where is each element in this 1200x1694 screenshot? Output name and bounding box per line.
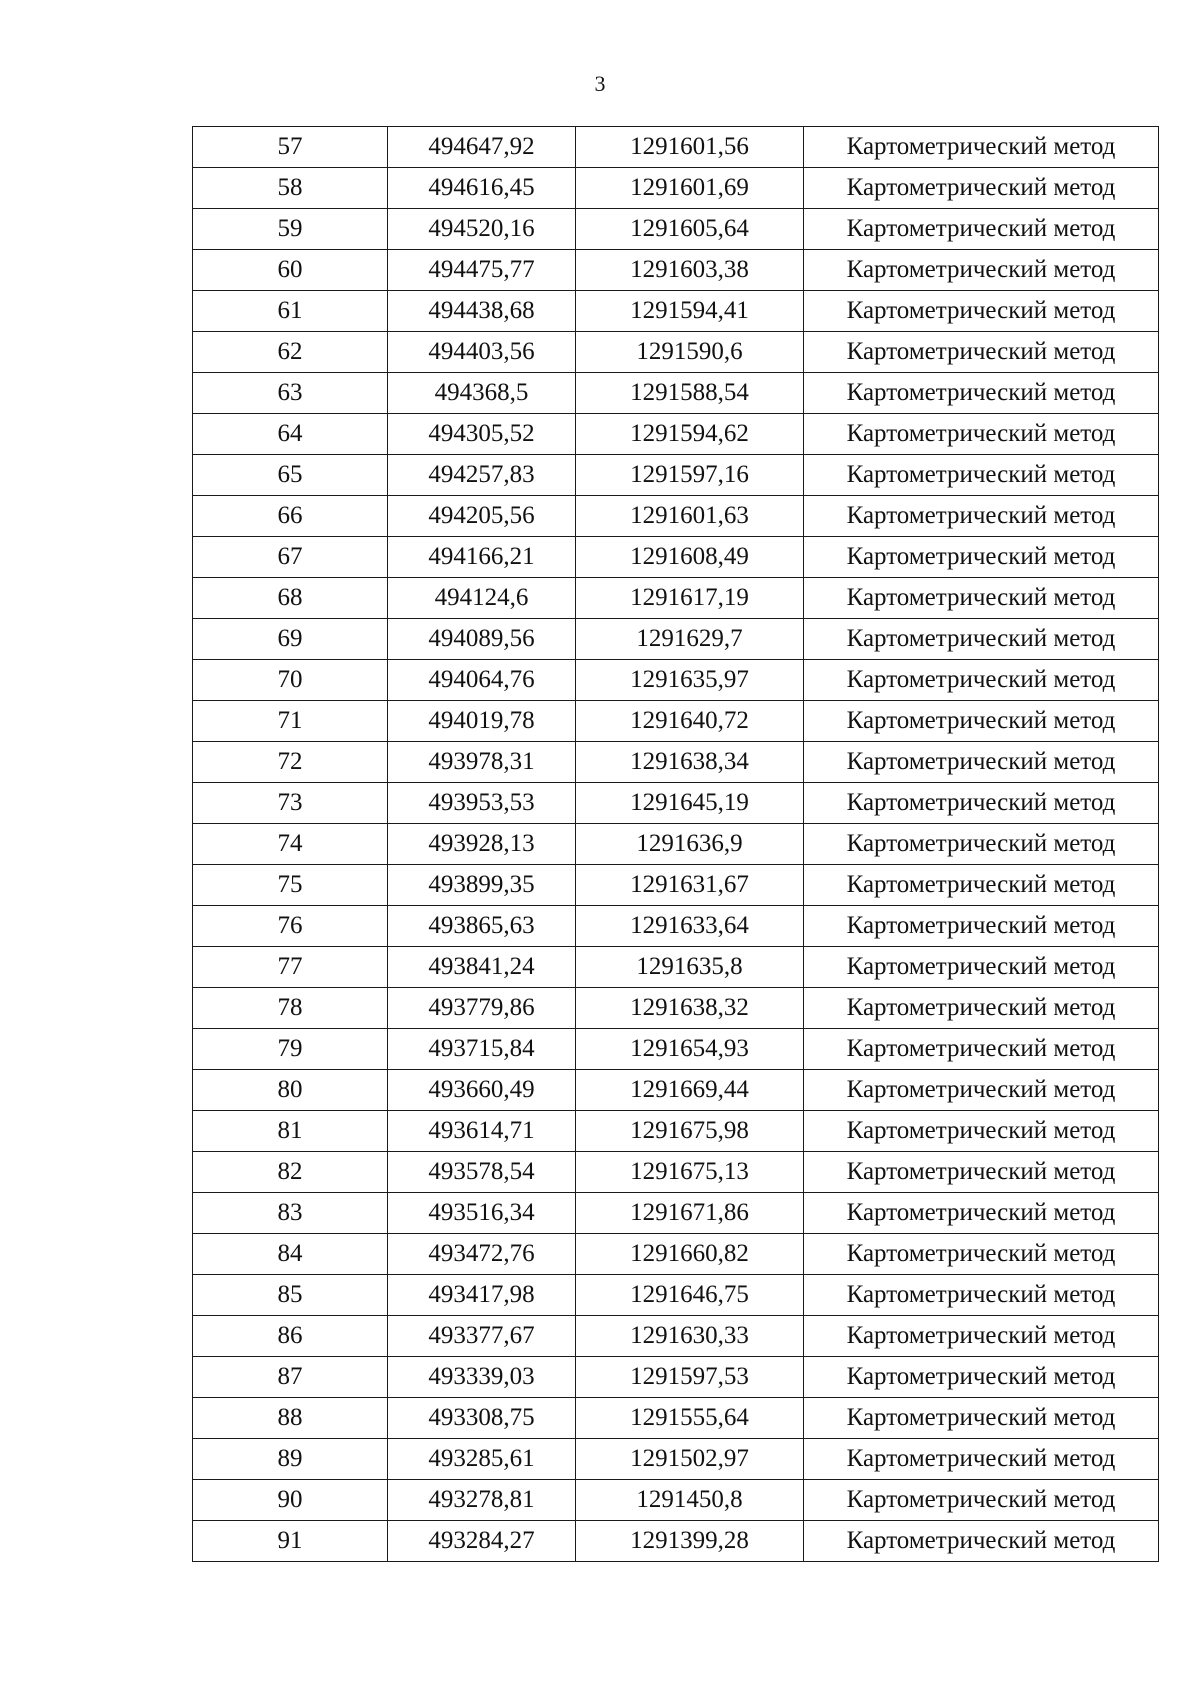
table-row (193, 1234, 1159, 1275)
y-coordinate-cell: 1291597,53 (576, 1357, 804, 1398)
method-cell: Картометрический метод (804, 1316, 1159, 1357)
table-row (193, 1439, 1159, 1480)
point-number-cell: 59 (193, 209, 388, 250)
y-coordinate-cell: 1291640,72 (576, 701, 804, 742)
y-coordinate-cell: 1291675,13 (576, 1152, 804, 1193)
method-cell: Картометрический метод (804, 1029, 1159, 1070)
table-row (193, 1193, 1159, 1234)
point-number-cell: 67 (193, 537, 388, 578)
table-row (193, 291, 1159, 332)
y-coordinate-cell: 1291590,6 (576, 332, 804, 373)
method-cell: Картометрический метод (804, 701, 1159, 742)
method-cell: Картометрический метод (804, 742, 1159, 783)
x-coordinate-cell: 493472,76 (388, 1234, 576, 1275)
table-row (193, 1152, 1159, 1193)
x-coordinate-cell: 493865,63 (388, 906, 576, 947)
point-number-cell: 70 (193, 660, 388, 701)
y-coordinate-cell: 1291636,9 (576, 824, 804, 865)
x-coordinate-cell: 493928,13 (388, 824, 576, 865)
table-row (193, 660, 1159, 701)
method-cell: Картометрический метод (804, 414, 1159, 455)
x-coordinate-cell: 493278,81 (388, 1480, 576, 1521)
x-coordinate-cell: 494520,16 (388, 209, 576, 250)
y-coordinate-cell: 1291638,32 (576, 988, 804, 1029)
y-coordinate-cell: 1291588,54 (576, 373, 804, 414)
method-cell: Картометрический метод (804, 783, 1159, 824)
x-coordinate-cell: 493516,34 (388, 1193, 576, 1234)
y-coordinate-cell: 1291660,82 (576, 1234, 804, 1275)
x-coordinate-cell: 493578,54 (388, 1152, 576, 1193)
table-row (193, 701, 1159, 742)
table-row (193, 1111, 1159, 1152)
y-coordinate-cell: 1291675,98 (576, 1111, 804, 1152)
method-cell: Картометрический метод (804, 947, 1159, 988)
table-row (193, 455, 1159, 496)
method-cell: Картометрический метод (804, 578, 1159, 619)
method-cell: Картометрический метод (804, 865, 1159, 906)
point-number-cell: 71 (193, 701, 388, 742)
y-coordinate-cell: 1291594,41 (576, 291, 804, 332)
y-coordinate-cell: 1291630,33 (576, 1316, 804, 1357)
table-row (193, 250, 1159, 291)
point-number-cell: 73 (193, 783, 388, 824)
y-coordinate-cell: 1291646,75 (576, 1275, 804, 1316)
y-coordinate-cell: 1291603,38 (576, 250, 804, 291)
point-number-cell: 69 (193, 619, 388, 660)
x-coordinate-cell: 494475,77 (388, 250, 576, 291)
x-coordinate-cell: 493715,84 (388, 1029, 576, 1070)
table-row (193, 537, 1159, 578)
method-cell: Картометрический метод (804, 906, 1159, 947)
table-row (193, 209, 1159, 250)
point-number-cell: 62 (193, 332, 388, 373)
table-row (193, 332, 1159, 373)
point-number-cell: 90 (193, 1480, 388, 1521)
table-row (193, 988, 1159, 1029)
y-coordinate-cell: 1291629,7 (576, 619, 804, 660)
method-cell: Картометрический метод (804, 1480, 1159, 1521)
method-cell: Картометрический метод (804, 1439, 1159, 1480)
y-coordinate-cell: 1291633,64 (576, 906, 804, 947)
method-cell: Картометрический метод (804, 1070, 1159, 1111)
x-coordinate-cell: 493308,75 (388, 1398, 576, 1439)
x-coordinate-cell: 494438,68 (388, 291, 576, 332)
point-number-cell: 58 (193, 168, 388, 209)
method-cell: Картометрический метод (804, 537, 1159, 578)
y-coordinate-cell: 1291555,64 (576, 1398, 804, 1439)
x-coordinate-cell: 493953,53 (388, 783, 576, 824)
y-coordinate-cell: 1291617,19 (576, 578, 804, 619)
x-coordinate-cell: 494089,56 (388, 619, 576, 660)
method-cell: Картометрический метод (804, 127, 1159, 168)
y-coordinate-cell: 1291631,67 (576, 865, 804, 906)
y-coordinate-cell: 1291601,63 (576, 496, 804, 537)
x-coordinate-cell: 494368,5 (388, 373, 576, 414)
y-coordinate-cell: 1291597,16 (576, 455, 804, 496)
method-cell: Картометрический метод (804, 455, 1159, 496)
table-row (193, 373, 1159, 414)
method-cell: Картометрический метод (804, 250, 1159, 291)
method-cell: Картометрический метод (804, 1275, 1159, 1316)
point-number-cell: 74 (193, 824, 388, 865)
point-number-cell: 76 (193, 906, 388, 947)
table-row (193, 824, 1159, 865)
y-coordinate-cell: 1291638,34 (576, 742, 804, 783)
point-number-cell: 72 (193, 742, 388, 783)
table-row (193, 619, 1159, 660)
y-coordinate-cell: 1291601,56 (576, 127, 804, 168)
y-coordinate-cell: 1291645,19 (576, 783, 804, 824)
page-number: 3 (594, 71, 606, 96)
x-coordinate-cell: 493899,35 (388, 865, 576, 906)
table-row (193, 906, 1159, 947)
point-number-cell: 83 (193, 1193, 388, 1234)
method-cell: Картометрический метод (804, 988, 1159, 1029)
point-number-cell: 68 (193, 578, 388, 619)
table-row (193, 865, 1159, 906)
x-coordinate-cell: 494403,56 (388, 332, 576, 373)
y-coordinate-cell: 1291669,44 (576, 1070, 804, 1111)
method-cell: Картометрический метод (804, 332, 1159, 373)
method-cell: Картометрический метод (804, 1152, 1159, 1193)
point-number-cell: 89 (193, 1439, 388, 1480)
x-coordinate-cell: 493660,49 (388, 1070, 576, 1111)
table-row (193, 496, 1159, 537)
x-coordinate-cell: 493978,31 (388, 742, 576, 783)
point-number-cell: 81 (193, 1111, 388, 1152)
y-coordinate-cell: 1291654,93 (576, 1029, 804, 1070)
method-cell: Картометрический метод (804, 496, 1159, 537)
method-cell: Картометрический метод (804, 1234, 1159, 1275)
table-row (193, 742, 1159, 783)
y-coordinate-cell: 1291671,86 (576, 1193, 804, 1234)
table-row (193, 947, 1159, 988)
x-coordinate-cell: 493779,86 (388, 988, 576, 1029)
y-coordinate-cell: 1291502,97 (576, 1439, 804, 1480)
method-cell: Картометрический метод (804, 209, 1159, 250)
point-number-cell: 84 (193, 1234, 388, 1275)
table-row (193, 168, 1159, 209)
x-coordinate-cell: 493841,24 (388, 947, 576, 988)
point-number-cell: 88 (193, 1398, 388, 1439)
point-number-cell: 80 (193, 1070, 388, 1111)
x-coordinate-cell: 494064,76 (388, 660, 576, 701)
x-coordinate-cell: 493417,98 (388, 1275, 576, 1316)
method-cell: Картометрический метод (804, 619, 1159, 660)
y-coordinate-cell: 1291450,8 (576, 1480, 804, 1521)
coordinates-table (192, 126, 1159, 1562)
table-row (193, 1521, 1159, 1562)
point-number-cell: 63 (193, 373, 388, 414)
method-cell: Картометрический метод (804, 291, 1159, 332)
y-coordinate-cell: 1291605,64 (576, 209, 804, 250)
point-number-cell: 75 (193, 865, 388, 906)
y-coordinate-cell: 1291601,69 (576, 168, 804, 209)
x-coordinate-cell: 494305,52 (388, 414, 576, 455)
point-number-cell: 79 (193, 1029, 388, 1070)
point-number-cell: 77 (193, 947, 388, 988)
x-coordinate-cell: 494205,56 (388, 496, 576, 537)
y-coordinate-cell: 1291635,97 (576, 660, 804, 701)
table-row (193, 1316, 1159, 1357)
x-coordinate-cell: 493339,03 (388, 1357, 576, 1398)
method-cell: Картометрический метод (804, 1111, 1159, 1152)
point-number-cell: 64 (193, 414, 388, 455)
table-row (193, 783, 1159, 824)
method-cell: Картометрический метод (804, 1521, 1159, 1562)
y-coordinate-cell: 1291635,8 (576, 947, 804, 988)
x-coordinate-cell: 493614,71 (388, 1111, 576, 1152)
y-coordinate-cell: 1291608,49 (576, 537, 804, 578)
point-number-cell: 91 (193, 1521, 388, 1562)
table-row (193, 414, 1159, 455)
point-number-cell: 66 (193, 496, 388, 537)
point-number-cell: 61 (193, 291, 388, 332)
x-coordinate-cell: 494616,45 (388, 168, 576, 209)
method-cell: Картометрический метод (804, 824, 1159, 865)
y-coordinate-cell: 1291399,28 (576, 1521, 804, 1562)
method-cell: Картометрический метод (804, 168, 1159, 209)
x-coordinate-cell: 494647,92 (388, 127, 576, 168)
x-coordinate-cell: 494257,83 (388, 455, 576, 496)
coordinates-table-body (193, 127, 1159, 1562)
point-number-cell: 87 (193, 1357, 388, 1398)
x-coordinate-cell: 493285,61 (388, 1439, 576, 1480)
x-coordinate-cell: 494124,6 (388, 578, 576, 619)
x-coordinate-cell: 493377,67 (388, 1316, 576, 1357)
point-number-cell: 86 (193, 1316, 388, 1357)
method-cell: Картометрический метод (804, 1193, 1159, 1234)
point-number-cell: 82 (193, 1152, 388, 1193)
point-number-cell: 60 (193, 250, 388, 291)
point-number-cell: 65 (193, 455, 388, 496)
table-row (193, 1070, 1159, 1111)
x-coordinate-cell: 493284,27 (388, 1521, 576, 1562)
x-coordinate-cell: 494019,78 (388, 701, 576, 742)
method-cell: Картометрический метод (804, 1357, 1159, 1398)
table-row (193, 1029, 1159, 1070)
y-coordinate-cell: 1291594,62 (576, 414, 804, 455)
point-number-cell: 85 (193, 1275, 388, 1316)
method-cell: Картометрический метод (804, 1398, 1159, 1439)
table-row (193, 1398, 1159, 1439)
method-cell: Картометрический метод (804, 373, 1159, 414)
table-row (193, 1275, 1159, 1316)
table-row (193, 1357, 1159, 1398)
table-row (193, 578, 1159, 619)
point-number-cell: 78 (193, 988, 388, 1029)
point-number-cell: 57 (193, 127, 388, 168)
x-coordinate-cell: 494166,21 (388, 537, 576, 578)
method-cell: Картометрический метод (804, 660, 1159, 701)
table-row (193, 1480, 1159, 1521)
table-row (193, 127, 1159, 168)
